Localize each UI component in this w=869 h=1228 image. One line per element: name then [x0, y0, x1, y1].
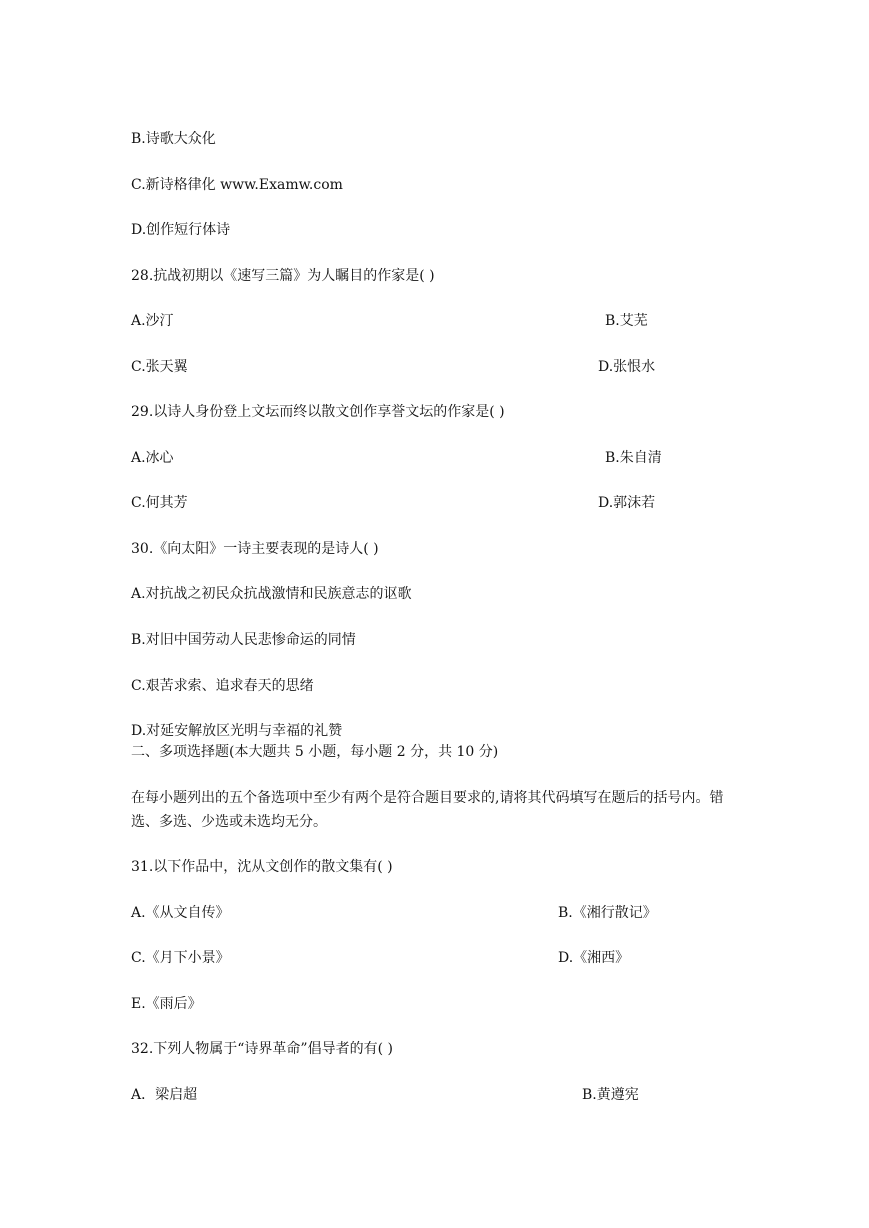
q31-stem: 31.以下作品中，沈从文创作的散文集有( ) [131, 859, 393, 875]
q29-option-b: B.朱自清 [605, 450, 662, 466]
q27-option-d: D.创作短行体诗 [131, 222, 231, 238]
q28-option-c: C.张天翼 [131, 359, 188, 375]
q31-option-c: C.《月下小景》 [131, 950, 230, 966]
q29-option-d: D.郭沫若 [598, 495, 656, 511]
q28-stem: 28.抗战初期以《速写三篇》为人瞩目的作家是( ) [131, 268, 435, 284]
q28-option-d: D.张恨水 [598, 359, 656, 375]
q30-option-a: A.对抗战之初民众抗战激情和民族意志的讴歌 [131, 586, 412, 602]
q31-option-e: E.《雨后》 [131, 996, 202, 1012]
q31-option-d: D.《湘西》 [558, 950, 630, 966]
q30-option-c: C.艰苦求索、追求春天的思绪 [131, 678, 314, 694]
q30-option-d: D.对延安解放区光明与幸福的礼赞 [131, 723, 343, 739]
q28-option-a: A.沙汀 [131, 313, 174, 329]
q27-option-b: B.诗歌大众化 [131, 131, 216, 147]
q32-stem: 32.下列人物属于“诗界革命”倡导者的有( ) [131, 1041, 393, 1057]
q29-option-c: C.何其芳 [131, 495, 188, 511]
q29-stem: 29.以诗人身份登上文坛而终以散文创作享誉文坛的作家是( ) [131, 404, 505, 420]
q30-stem: 30.《向太阳》一诗主要表现的是诗人( ) [131, 541, 379, 557]
q28-option-b: B.艾芜 [605, 313, 648, 329]
section2-instructions: 在每小题列出的五个备选项中至少有两个是符合题目要求的,请将其代码填写在题后的括号内。错选、多选、少选或未选均无分。 [131, 790, 724, 830]
section2-heading: 二、多项选择题(本大题共 5 小题，每小题 2 分，共 10 分) [131, 744, 499, 760]
q27-option-c: C.新诗格律化 www.Examw.com [131, 177, 343, 193]
q32-option-b: B.黄遵宪 [582, 1087, 639, 1103]
q30-option-b: B.对旧中国劳动人民悲惨命运的同情 [131, 632, 356, 648]
q29-option-a: A.冰心 [131, 450, 174, 466]
q31-option-a: A.《从文自传》 [131, 905, 230, 921]
q31-option-b: B.《湘行散记》 [558, 905, 657, 921]
q32-option-a: A．梁启超 [131, 1087, 198, 1103]
